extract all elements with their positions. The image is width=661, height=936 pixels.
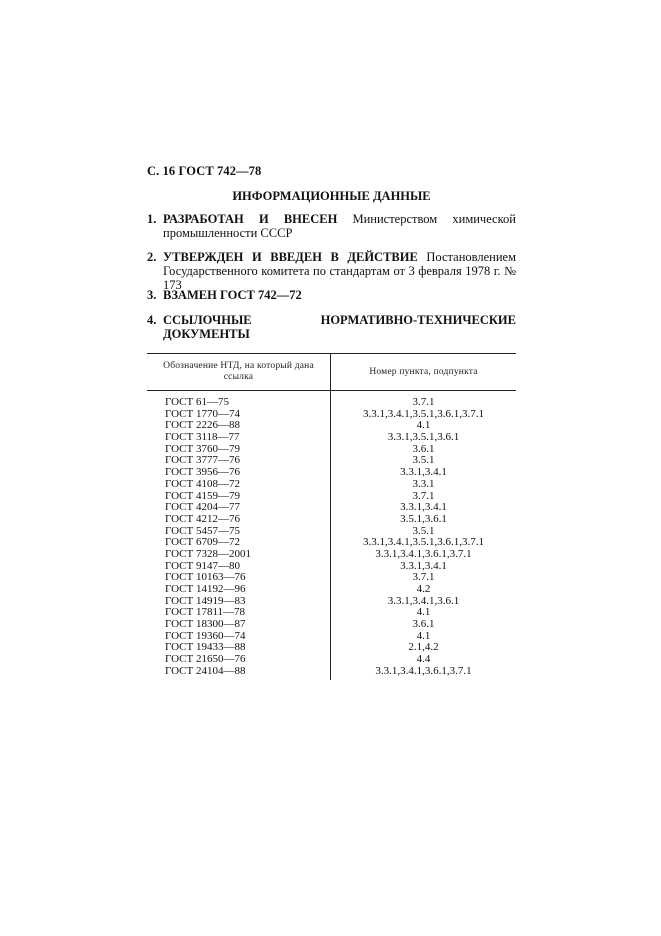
table-header	[147, 354, 516, 391]
table-cell-points: 3.5.1,3.6.1	[400, 512, 447, 525]
table-cell-points: 3.3.1,3.4.1,3.6.1,3.7.1	[375, 664, 472, 677]
item-text: Министерством химической промышленности СССР	[163, 212, 516, 240]
table-cell-document: ГОСТ 19360—74	[165, 629, 246, 642]
table-cell-points: 3.6.1	[412, 618, 435, 631]
table-body	[147, 391, 516, 680]
table-cell-points: 3.7.1	[412, 571, 435, 584]
table-cell-document: ГОСТ 24104—88	[165, 664, 246, 677]
table-cell-points: 4.2	[416, 583, 431, 595]
item-heading: УТВЕРЖДЕН И ВВЕДЕН В ДЕЙСТВИЕ	[163, 250, 418, 264]
table-cell-points: 4.1	[416, 629, 431, 642]
item-text: Постановлением Государственного комитета по стандартам от 3 февраля 1978 г. № 173	[163, 250, 516, 292]
table-cell-document: ГОСТ 17811—78	[165, 606, 246, 619]
table-cell-points: 2.1,4.2	[408, 641, 439, 654]
table-cell-document: ГОСТ 21650—76	[165, 653, 246, 666]
table-cell-document: ГОСТ 61—75	[165, 396, 229, 408]
table-cell-document: ГОСТ 3956—76	[165, 466, 240, 479]
table-cell-document: ГОСТ 10163—76	[165, 571, 246, 584]
column-header-points: Номер пункта, подпункта	[369, 367, 478, 377]
item-number: 3.	[147, 288, 157, 302]
table-cell-document: ГОСТ 7328—2001	[165, 547, 251, 560]
table-cell-points: 3.3.1	[412, 477, 435, 490]
table-cell-document: ГОСТ 18300—87	[165, 618, 246, 631]
table-cell-document: ГОСТ 5457—75	[165, 524, 240, 537]
table-cell-points: 4.1	[416, 606, 431, 619]
table-cell-document: ГОСТ 3777—76	[165, 454, 240, 467]
table-cell-document: ГОСТ 4159—79	[165, 489, 240, 502]
table-cell-points: 4.4	[416, 653, 431, 666]
table-cell-points: 3.3.1,3.4.1,3.6.1	[387, 594, 460, 607]
item-heading: ССЫЛОЧНЫЕ НОРМАТИВНО-ТЕХНИЧЕСКИЕ ДОКУМЕНТЫ	[163, 313, 516, 341]
table-cell-points: 4.1	[416, 419, 431, 432]
table-cell-document: ГОСТ 14192—96	[165, 583, 246, 595]
table-cell-points: 3.3.1,3.5.1,3.6.1	[387, 431, 460, 444]
document-column	[147, 391, 331, 680]
item-heading: РАЗРАБОТАН И ВНЕСЕН	[163, 212, 338, 226]
table-cell-document: ГОСТ 9147—80	[165, 559, 240, 572]
info-item-1	[147, 212, 516, 240]
column-header-document: Обозначение НТД, на который дана ссылка	[147, 354, 331, 390]
table-cell-document: ГОСТ 14919—83	[165, 594, 246, 607]
table-cell-points: 3.7.1	[412, 396, 435, 408]
item-number: 1.	[147, 212, 157, 226]
info-item-2	[147, 250, 516, 292]
references-table	[147, 353, 516, 680]
table-cell-document: ГОСТ 3760—79	[165, 442, 240, 455]
table-cell-points: 3.5.1	[412, 454, 435, 467]
table-cell-points: 3.3.1,3.4.1,3.5.1,3.6.1,3.7.1	[363, 536, 484, 549]
info-item-3	[147, 288, 516, 302]
table-cell-points: 3.3.1,3.4.1	[400, 501, 447, 514]
info-item-4	[147, 313, 516, 341]
table-cell-points: 3.5.1	[412, 524, 435, 537]
page-header: С. 16 ГОСТ 742—78	[147, 164, 262, 178]
item-heading: ВЗАМЕН ГОСТ 742—72	[163, 288, 302, 302]
table-cell-points: 3.3.1,3.4.1	[400, 559, 447, 572]
table-cell-document: ГОСТ 4212—76	[165, 512, 240, 525]
table-cell-document: ГОСТ 3118—77	[165, 431, 240, 444]
item-number: 4.	[147, 313, 157, 327]
table-cell-document: ГОСТ 2226—88	[165, 419, 240, 432]
section-title: ИНФОРМАЦИОННЫЕ ДАННЫЕ	[232, 189, 431, 203]
table-cell-points: 3.3.1,3.4.1,3.5.1,3.6.1,3.7.1	[363, 407, 484, 420]
table-cell-points: 3.6.1	[412, 442, 435, 455]
table-cell-document: ГОСТ 6709—72	[165, 536, 240, 549]
table-cell-document: ГОСТ 4108—72	[165, 477, 240, 490]
table-cell-points: 3.7.1	[412, 489, 435, 502]
table-cell-points: 3.3.1,3.4.1,3.6.1,3.7.1	[375, 547, 472, 560]
table-cell-document: ГОСТ 1770—74	[165, 407, 240, 420]
table-cell-document: ГОСТ 4204—77	[165, 501, 240, 514]
points-column	[331, 391, 516, 680]
table-cell-document: ГОСТ 19433—88	[165, 641, 246, 654]
item-number: 2.	[147, 250, 157, 264]
table-cell-points: 3.3.1,3.4.1	[400, 466, 447, 479]
